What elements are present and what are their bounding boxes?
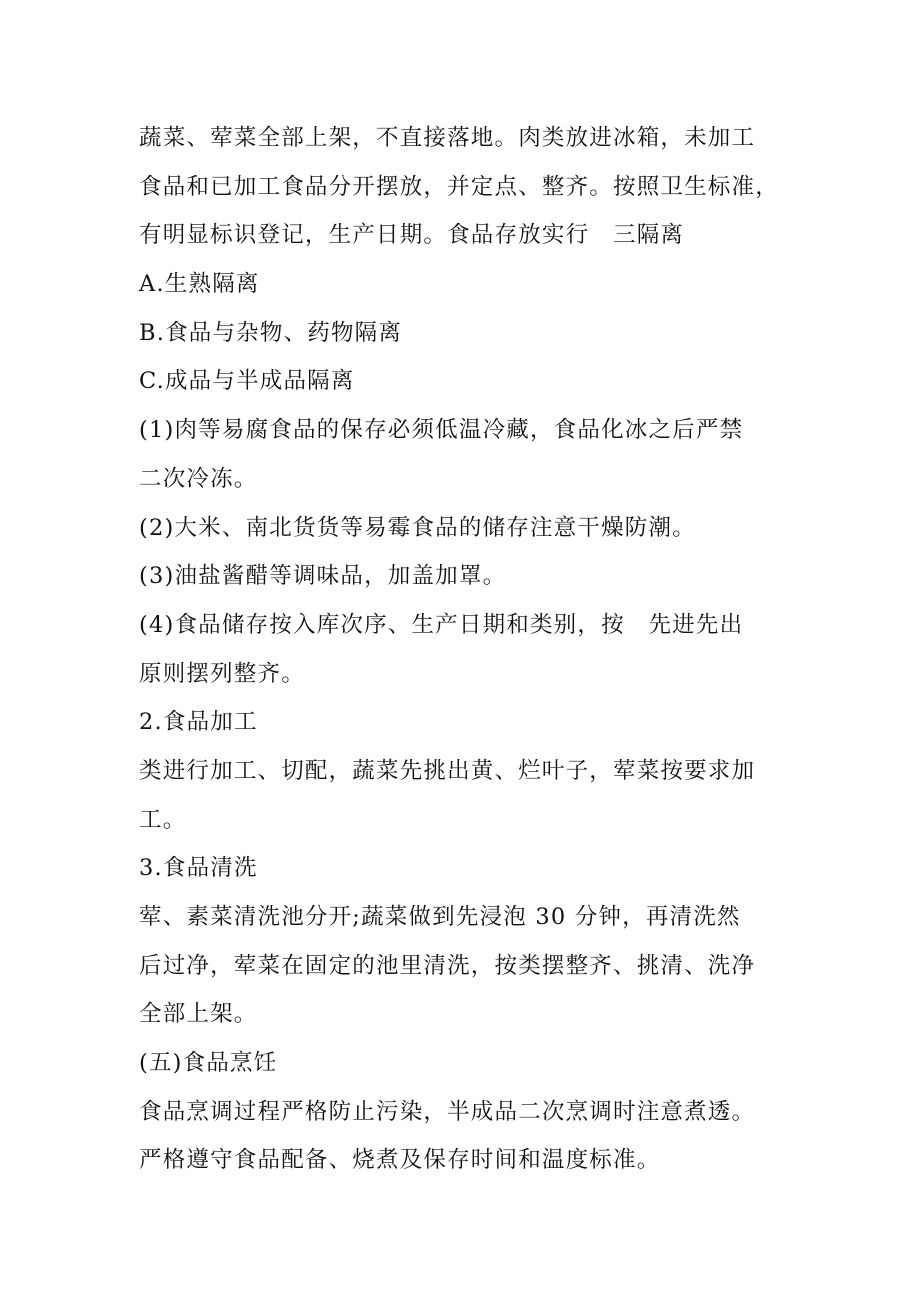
text-line: 二次冷冻。 [139,465,258,492]
text-line: 食品烹调过程严格防止污染，半成品二次烹调时注意煮透。 [139,1098,756,1125]
section-heading: 2.食品加工 [139,709,258,736]
list-item-a: A.生熟隔离 [139,271,260,298]
text-line: 严格遵守食品配备、烧煮及保存时间和温度标准。 [139,1147,661,1174]
text-line: 原则摆列整齐。 [139,660,305,687]
list-item-4: (4)食品储存按入库次序、生产日期和类别，按 先进先出 [139,611,744,638]
section-heading: 3.食品清洗 [139,855,258,882]
document-body [139,114,819,1185]
list-item-b: B.食品与杂物、药物隔离 [139,319,403,346]
text-line: 类进行加工、切配，蔬菜先挑出黄、烂叶子，荤菜按要求加 [139,757,756,784]
text-line: 食品和已加工食品分开摆放，并定点、整齐。按照卫生标准， [139,173,779,200]
text-line: 后过净，荤菜在固定的池里清洗，按类摆整齐、挑清、洗净 [139,952,756,979]
list-item-1: (1)肉等易腐食品的保存必须低温冷藏，食品化冰之后严禁 [139,417,744,444]
section-heading: (五)食品烹饪 [139,1050,278,1077]
text-line: 全部上架。 [139,1001,258,1028]
list-item-c: C.成品与半成品隔离 [139,368,355,395]
list-item-2: (2)大米、南北货货等易霉食品的储存注意干燥防潮。 [139,514,696,541]
text-line: 荤、素菜清洗池分开;蔬菜做到先浸泡 30 分钟，再清洗然 [139,904,741,930]
text-line: 有明显标识登记，生产日期。食品存放实行 三隔离 [139,222,685,249]
text-line: 蔬菜、荤菜全部上架，不直接落地。肉类放进冰箱，未加工 [139,125,756,151]
list-item-3: (3)油盐酱醋等调味品，加盖加罩。 [139,563,507,590]
text-line: 工。 [139,806,187,833]
